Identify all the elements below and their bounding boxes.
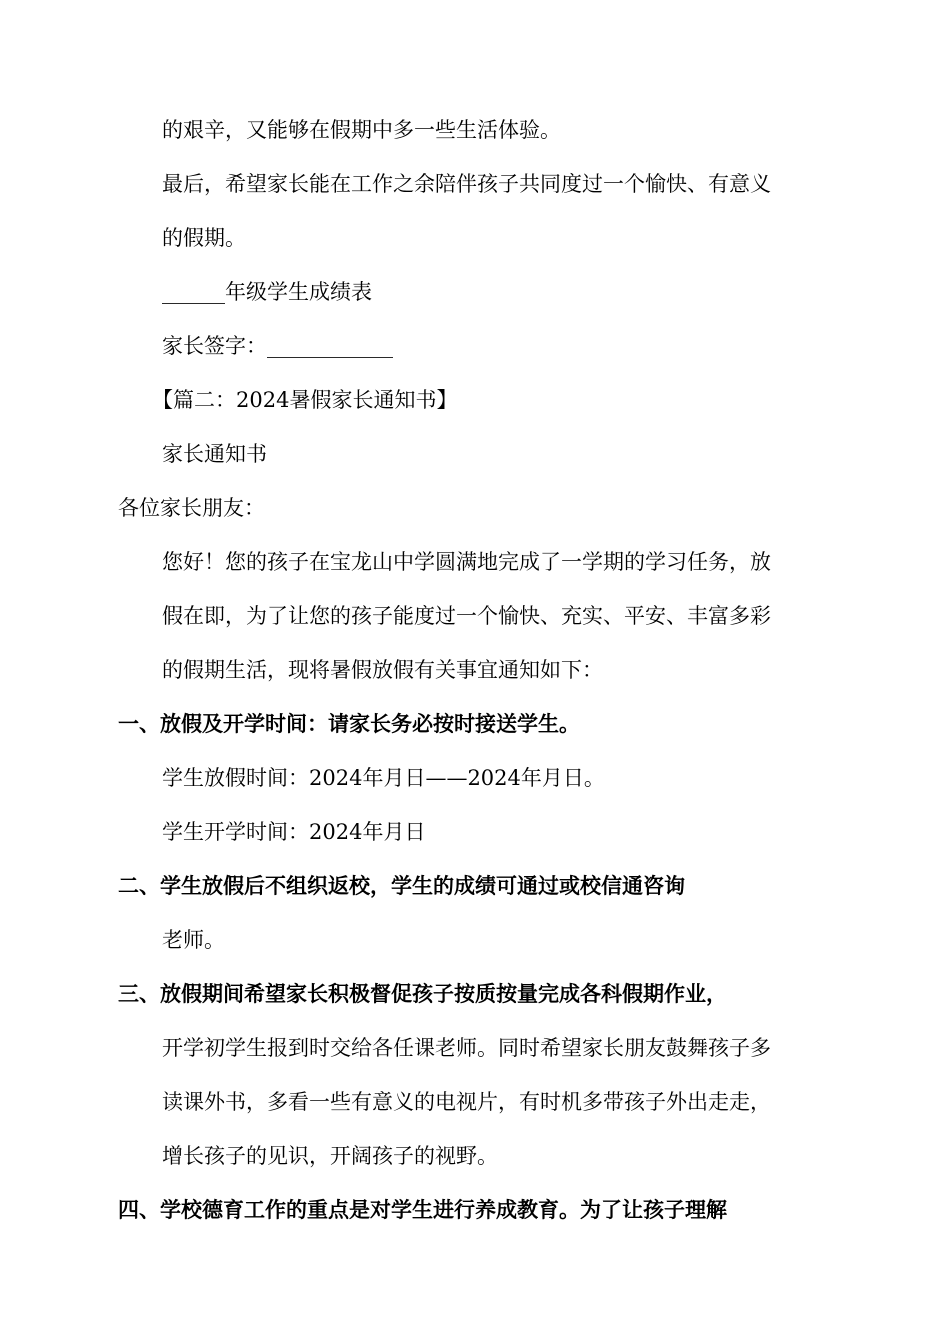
paragraph-line: 您好！您的孩子在宝龙山中学圆满地完成了一学期的学习任务，放 [162, 550, 771, 574]
salutation: 各位家长朋友： [118, 496, 265, 520]
paragraph-line: 老师。 [162, 928, 225, 952]
item-heading-2: 二、学生放假后不组织返校，学生的成绩可通过或校信通咨询 [118, 873, 685, 898]
paragraph-line: 的假期生活，现将暑假放假有关事宜通知如下： [162, 658, 603, 682]
school-start-date: 学生开学时间：2024年月日 [162, 820, 426, 844]
paragraph-line: 的艰辛，又能够在假期中多一些生活体验。 [162, 118, 561, 142]
item-heading-4: 四、学校德育工作的重点是对学生进行养成教育。为了让孩子理解 [118, 1197, 727, 1222]
grade-table-title: ______年级学生成绩表 [162, 280, 372, 304]
section-heading: 【篇二：2024暑假家长通知书】 [152, 388, 458, 412]
holiday-start-date: 学生放假时间：2024年月日——2024年月日。 [162, 766, 605, 790]
item-heading-3: 三、放假期间希望家长积极督促孩子按质按量完成各科假期作业， [118, 981, 727, 1006]
notice-title: 家长通知书 [162, 442, 267, 466]
paragraph-line: 的假期。 [162, 226, 246, 250]
paragraph-line: 增长孩子的见识，开阔孩子的视野。 [162, 1144, 498, 1168]
item-heading-1: 一、放假及开学时间：请家长务必按时接送学生。 [118, 711, 580, 736]
parent-signature-line: 家长签字：____________ [162, 334, 393, 358]
paragraph-line: 最后，希望家长能在工作之余陪伴孩子共同度过一个愉快、有意义 [162, 172, 771, 196]
paragraph-line: 读课外书，多看一些有意义的电视片，有时机多带孩子外出走走， [162, 1090, 771, 1114]
paragraph-line: 假在即，为了让您的孩子能度过一个愉快、充实、平安、丰富多彩 [162, 604, 771, 628]
paragraph-line: 开学初学生报到时交给各任课老师。同时希望家长朋友鼓舞孩子多 [162, 1036, 771, 1060]
